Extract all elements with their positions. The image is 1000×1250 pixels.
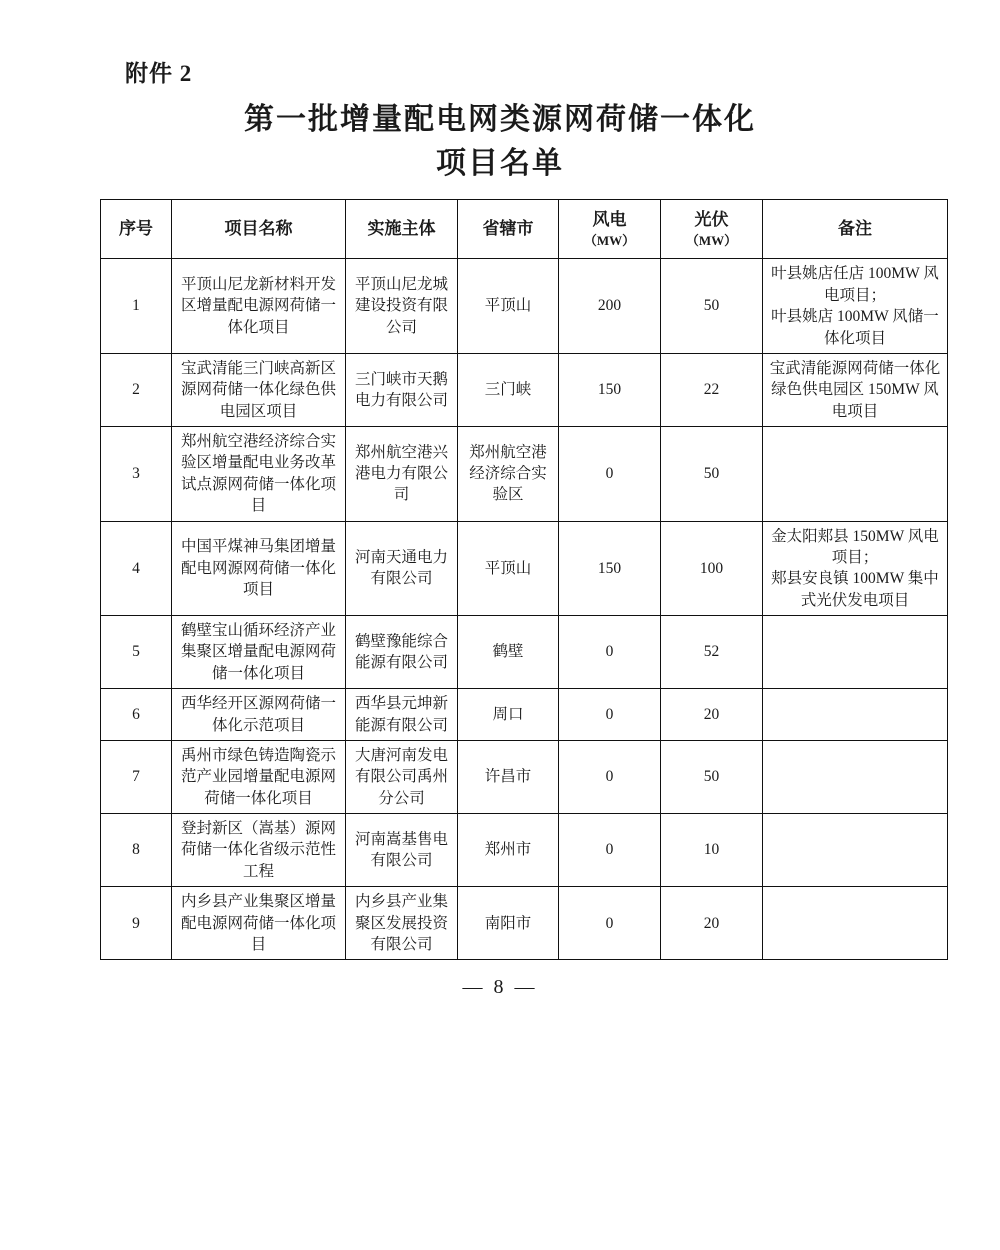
cell-name: 禹州市绿色铸造陶瓷示范产业园增量配电源网荷储一体化项目 <box>172 740 346 813</box>
column-header-city: 省辖市 <box>458 200 559 259</box>
cell-city: 郑州航空港经济综合实验区 <box>458 427 559 522</box>
cell-no: 8 <box>101 814 172 887</box>
table-body <box>101 259 948 960</box>
cell-name: 登封新区（嵩基）源网荷储一体化省级示范性工程 <box>172 814 346 887</box>
cell-org: 河南天通电力有限公司 <box>346 521 458 616</box>
cell-wind: 0 <box>559 427 661 522</box>
cell-city: 郑州市 <box>458 814 559 887</box>
cell-name: 西华经开区源网荷储一体化示范项目 <box>172 689 346 741</box>
cell-org: 三门峡市天鹅电力有限公司 <box>346 353 458 426</box>
cell-no: 9 <box>101 887 172 960</box>
table-row <box>101 616 948 689</box>
cell-note-line: 叶县姚店 100MW 风储一体化项目 <box>771 308 939 347</box>
cell-org: 平顶山尼龙城建设投资有限公司 <box>346 259 458 354</box>
cell-solar: 50 <box>661 740 763 813</box>
cell-no: 2 <box>101 353 172 426</box>
cell-note <box>763 521 948 616</box>
cell-note <box>763 353 948 426</box>
cell-note <box>763 427 948 522</box>
attachment-label: 附件 2 <box>125 61 193 86</box>
cell-solar: 50 <box>661 427 763 522</box>
cell-wind: 150 <box>559 521 661 616</box>
cell-note <box>763 814 948 887</box>
cell-city: 三门峡 <box>458 353 559 426</box>
cell-org: 河南嵩基售电有限公司 <box>346 814 458 887</box>
cell-name: 中国平煤神马集团增量配电网源网荷储一体化项目 <box>172 521 346 616</box>
table-row <box>101 689 948 741</box>
cell-org: 大唐河南发电有限公司禹州分公司 <box>346 740 458 813</box>
table-row <box>101 353 948 426</box>
column-header-solar-unit: （MW） <box>685 233 738 249</box>
cell-name: 鹤壁宝山循环经济产业集聚区增量配电源网荷储一体化项目 <box>172 616 346 689</box>
table-row <box>101 259 948 354</box>
column-header-wind-label: 风电 <box>592 210 627 229</box>
column-header-note: 备注 <box>763 200 948 259</box>
cell-solar: 20 <box>661 689 763 741</box>
cell-solar: 20 <box>661 887 763 960</box>
cell-wind: 0 <box>559 740 661 813</box>
cell-no: 1 <box>101 259 172 354</box>
table-row <box>101 521 948 616</box>
cell-no: 7 <box>101 740 172 813</box>
cell-wind: 0 <box>559 887 661 960</box>
cell-city: 周口 <box>458 689 559 741</box>
cell-note-line: 郏县安良镇 100MW 集中式光伏发电项目 <box>771 570 939 609</box>
cell-solar: 100 <box>661 521 763 616</box>
cell-name: 宝武清能三门峡高新区源网荷储一体化绿色供电园区项目 <box>172 353 346 426</box>
cell-org: 西华县元坤新能源有限公司 <box>346 689 458 741</box>
cell-name: 郑州航空港经济综合实验区增量配电业务改革试点源网荷储一体化项目 <box>172 427 346 522</box>
cell-no: 3 <box>101 427 172 522</box>
project-list-table <box>100 199 948 960</box>
table-row <box>101 887 948 960</box>
cell-note <box>763 616 948 689</box>
cell-no: 5 <box>101 616 172 689</box>
table-row <box>101 814 948 887</box>
table-row <box>101 740 948 813</box>
cell-wind: 200 <box>559 259 661 354</box>
cell-org: 鹤壁豫能综合能源有限公司 <box>346 616 458 689</box>
cell-solar: 50 <box>661 259 763 354</box>
page-number: — 8 — <box>462 976 538 999</box>
column-header-no: 序号 <box>101 200 172 259</box>
page-title <box>100 98 900 185</box>
cell-no: 4 <box>101 521 172 616</box>
page-title-line2: 项目名单 <box>436 146 564 180</box>
cell-city: 许昌市 <box>458 740 559 813</box>
cell-solar: 22 <box>661 353 763 426</box>
table-header <box>101 200 948 259</box>
cell-note-line: 叶县姚店任店 100MW 风电项目； <box>771 265 939 304</box>
column-header-name: 项目名称 <box>172 200 346 259</box>
column-header-solar-label: 光伏 <box>694 210 729 229</box>
cell-city: 平顶山 <box>458 521 559 616</box>
cell-note <box>763 259 948 354</box>
page-title-line1: 第一批增量配电网类源网荷储一体化 <box>244 103 756 136</box>
column-header-wind <box>559 200 661 259</box>
table-header-row <box>101 200 948 259</box>
cell-name: 内乡县产业集聚区增量配电源网荷储一体化项目 <box>172 887 346 960</box>
table-row <box>101 427 948 522</box>
cell-note-line: 宝武清能源网荷储一体化绿色供电园区 150MW 风电项目 <box>769 359 941 420</box>
cell-solar: 52 <box>661 616 763 689</box>
cell-note <box>763 689 948 741</box>
cell-solar: 10 <box>661 814 763 887</box>
cell-city: 鹤壁 <box>458 616 559 689</box>
column-header-org: 实施主体 <box>346 200 458 259</box>
cell-org: 内乡县产业集聚区发展投资有限公司 <box>346 887 458 960</box>
cell-note-line: 金太阳郏县 150MW 风电项目； <box>771 527 939 566</box>
cell-name: 平顶山尼龙新材料开发区增量配电源网荷储一体化项目 <box>172 259 346 354</box>
column-header-solar <box>661 200 763 259</box>
cell-wind: 0 <box>559 616 661 689</box>
cell-wind: 0 <box>559 814 661 887</box>
cell-city: 南阳市 <box>458 887 559 960</box>
cell-wind: 0 <box>559 689 661 741</box>
cell-wind: 150 <box>559 353 661 426</box>
cell-note <box>763 887 948 960</box>
cell-note <box>763 740 948 813</box>
cell-org: 郑州航空港兴港电力有限公司 <box>346 427 458 522</box>
cell-no: 6 <box>101 689 172 741</box>
column-header-wind-unit: （MW） <box>583 233 636 249</box>
cell-city: 平顶山 <box>458 259 559 354</box>
